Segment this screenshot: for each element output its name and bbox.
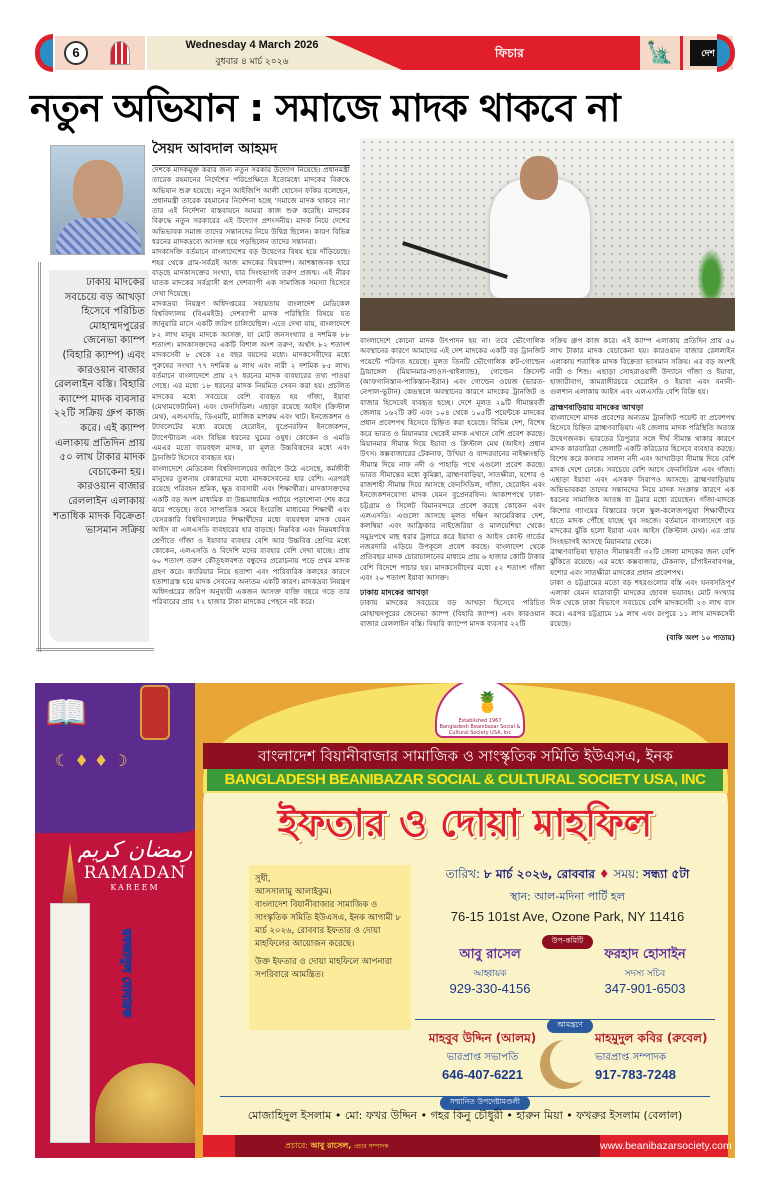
pineapple-icon: 🍍 xyxy=(475,690,500,714)
website-link[interactable]: www.beanibazarsociety.com xyxy=(600,1135,728,1157)
ad-footer: প্রচারে: আবু রাসেল, প্রচার সম্পাদক xyxy=(235,1135,728,1157)
subcommittee-member: আবু রাসেল আহ্বায়ক 929-330-4156 xyxy=(449,947,531,996)
quran-icon: 📖 xyxy=(45,693,88,733)
headline: নতুন অভিযান : সমাজে মাদক থাকবে না xyxy=(30,86,620,130)
date-english: Wednesday 4 March 2026 xyxy=(185,39,319,51)
org-name-english: BANGLADESH BEANIBAZAR SOCIAL & CULTURAL SOCIETY USA, INC xyxy=(207,769,723,791)
society-seal: 🍍 Established 1967 Bangladesh Beanibazar Social & Cultural Society USA, Inc xyxy=(435,683,525,738)
event-venue: আল-মদিনা পার্টি হল xyxy=(534,890,625,903)
ramadan-title: RAMADAN xyxy=(83,863,187,883)
paragraph: দেশকে মাদকমুক্ত করার জন্য নতুন সরকার উদ্যোগ নিয়েছে। প্রধানমন্ত্রী তারেক রহমানের নির্দেশের পরিপ্রেক্ষিতে ইতোমধ্যে মাদকের বিরুদ্ধে অভিযান শুরু হয়েছে। নতুন আইজিপি আলী হোসেন ফকির বলেছেন, প্রধানমন্ত্রী তারেক রহমানের নির্দেশনা হচ্ছে 'সমাজে মাদক থাকবে না।' তার এই নির্দেশনা বাস্তবায়নে আমরা কাজ শুরু করেছি। মাদকের বিরুদ্ধে নতুন সরকারের এই উদ্যোগ প্রশংসনীয়। মাদক নিয়ে দেশের অভিভাবক সমাজ তাদের সন্তানদের নিয়ে উদ্বিগ্ন ছিলেন। কারণ বিভিন্ন ধরনের মাদকদ্রব্যে আসক্ত হয়ে পড়ছিলেন তাদের সন্তানরা। xyxy=(152,165,350,247)
pull-quote xyxy=(38,262,148,652)
paragraph: ঢাকা ও চট্টগ্রামের মতো বড় শহরগুলোর বস্তি এবং ঘনবসতিপূর্ণ এলাকা যেমন যাত্রাবাড়ী মাদকের ছোবল ভয়াবহ। মোট সংখ্যার দিক থেকে ঢাকা বিভাগে সবচেয়ে বেশি মাদকসেবী ২৩ লাখ বাস করে। এরপর চট্টগ্রামে ১৯ লাখ এবং রংপুরে ১১ লাখ মাদকসেবী রয়েছে। xyxy=(550,577,735,629)
ramadan-subtitle: KAREEM xyxy=(110,883,160,892)
event-date: ৮ মার্চ ২০২৬, রোববার xyxy=(483,867,596,881)
byline: সৈয়দ আবদাল আহমদ xyxy=(152,137,350,166)
continued-note: (বাকি অংশ ১০ পাতায়) xyxy=(666,633,735,643)
host: মাহবুব উদ্দিন (আলম) ভারপ্রাপ্ত সভাপতি 646-407-6221 xyxy=(428,1031,537,1082)
hanging-lamps-icon: ☾ ♦ ♦ ☽ xyxy=(55,751,128,770)
page-number-block xyxy=(55,36,145,70)
ramadan-calligraphy: رمضان كريم xyxy=(77,838,193,863)
newspaper-logo-icon xyxy=(110,41,130,65)
pull-quote-text: ঢাকায় মাদকের সবচেয়ে বড় আখড়া হিসেবে পরিচিত মোহাম্মদপুরের জেনেভা ক্যাম্প (বিহারি ক্যাম্প) এবং কারওয়ান বাজার রেললাইন বস্তি। বিহারি ক্যাম্পে মাদক ব্যবসার ২২টি সক্রিয় গ্রুপ কাজ করে। এই ক্যাম্প এলাকায় প্রতিদিন প্রায় ৫০ লাখ টাকার মাদক বেচাকেনা হয়। কারওয়ান বাজার রেললাইন এলাকায় শতাধিক মাদক বিক্রেতা ভাসমান সক্রিয় xyxy=(49,270,149,642)
article-photo xyxy=(360,138,735,331)
paragraph: ঢাকায় মাদকের সবচেয়ে বড় আখড়া হিসেবে পরিচিত মোহাম্মদপুরের জেনেভা ক্যাম্প (বিহারি ক্যাম্প) এবং কারওয়ান বাজার রেললাইন বস্তি। বিহারি ক্যাম্পে মাদক ব্যবসার ২২টি xyxy=(360,598,545,629)
subheading-dhaka: ঢাকায় মাদকের আখড়া xyxy=(360,588,429,598)
paragraph: বাংলাদেশে মেডিকেল বিশ্ববিদ্যালয়ের জরিপে উঠে এসেছে, কর্মজীবী মানুষের তুলনায় বেকারদের মধ্যে মাদকসেবনের হার বেশি। এরপরই রয়েছে পরিবহন শ্রমিক, ক্ষুদ্র ব্যবসায়ী এবং শিক্ষার্থীরা। মাদকাসক্তদের একটি বড় অংশ মাধ্যমিক বা উচ্চমাধ্যমিক পর্যায়ে পড়াশোনা শেষ করে ঝরে পড়েছে। তবে সাম্প্রতিক সময়ে ইংরেজি মাধ্যমের শিক্ষার্থী এবং বেসরকারি বিশ্ববিদ্যালয়ের শিক্ষার্থীদের মধ্যে ব্যয়বহুল মাদক যেমন আইস বা এলএসডি ব্যবহারের হার বাড়ছে। নিম্নবিত্ত এবং নিম্নমধ্যবিত্ত শ্রেণীতে গাঁজা ও ইয়াবার ব্যবহার বেশি আর উচ্চবিত্ত শ্রেণির মধ্যে কোকেন, এলএসডি ও বিদেশি মদের ব্যবহার বেশি দেখা যাচ্ছে। প্রায় ৬০ শতাংশ তরুণ কৌতূহলবশত বন্ধুদের প্ররোচনায় পড়ে প্রথম মাদক গ্রহণ করে। ক্যারিয়ার নিয়ে হতাশা এবং পারিবারিক কলহের কারণে হতাশাগ্রস্ত হয়ে মাদক সেবনের অন্যতম একটি কারণ। মাদকদ্রব্য নিয়ন্ত্রণ অধিদপ্তরের জরিপ অনুযায়ী একজন আসক্ত ব্যক্তি বছরে গড়ে তার পরিবারের প্রায় ৭২ হাজার টাকা মাদকের পেছনে নষ্ট করে। xyxy=(152,463,350,607)
header-cap-left xyxy=(35,34,53,72)
crescent-moon-icon xyxy=(550,1038,595,1083)
paragraph: মাদকাসক্তি বর্তমানে বাংলাদেশের বড় উদ্বেগের বিষয় হয়ে দাঁড়িয়েছে। শহর থেকে গ্রাম-সর্বত্রই আজ মাদকের বিষবাষ্প। আশঙ্কাজনক হারে বাড়ছে মাদকাসক্তের সংখ্যা, যার সিংহভাগই তরুণ প্রজন্ম। এই নীরব ঘাতক মাদকের সর্বগ্রাসী রূপ দেশব্যাপী এক সামাজিক সমস্যা হিসেবে দেখা দিয়েছে। xyxy=(152,247,350,298)
article-column-2 xyxy=(360,336,545,651)
paragraph: সক্রিয় গ্রুপ কাজ করে। এই ক্যাম্প এলাকায় প্রতিদিন প্রায় ৫০ লাখ টাকার মাদক বেচাকেনা হয়। কারওয়ান বাজার রেললাইন এলাকায় শতাধিক মাদক বিক্রেতা ভাসমান সক্রিয়। এর বড় অংশই নারী ও শিশু। এছাড়া সোহরাওয়ার্দী উদ্যানে গাঁজা ও ইয়াবা, হাজারীবাগ, কামরাঙ্গীরচরে হেরোইন ও ইয়াবা এবং বনানী-গুলশান এলাকায় আইস এবং এলএসডি বেশি বিক্রি হয়। xyxy=(550,336,735,397)
statue-of-liberty-icon: 🗽 xyxy=(640,36,680,70)
date-bengali: বুধবার ৪ মার্চ ২০২৬ xyxy=(215,57,289,67)
author-photo xyxy=(50,145,145,255)
advisors-label: সম্মানিত উপদেষ্টামণ্ডলী xyxy=(440,1096,530,1110)
lantern-icon xyxy=(140,685,170,740)
paragraph: বাংলাদেশে কোনো মাদক উৎপাদন হয় না। তবে ভৌগোলিক অবস্থানের কারণে আমাদের এই দেশ মাদকের একটি বড় ট্রানজিট পয়েন্টে পরিণত হয়েছে। মূলত তিনটি ভৌগোলিক রুট-গোল্ডেন ট্রায়াঙ্গেল (মিয়ানমার-লাওস-থাইল্যান্ড), গোল্ডেন ক্রিসেন্ট (আফগানিস্তান-পাকিস্তান-ইরান) এবং গোল্ডেন ওয়েজ (ভারত-নেপাল-ভুটান) কেন্দ্রস্থলে অবস্থানের কারণে মাদকের ট্রানজিট ও বাজার হিসেবেই ব্যবহৃত হচ্ছে। দেশে মূলত ২৯টি সীমান্তবর্তী জেলায় ১৬২টি রুট এবং ১০৪ থেকে ১০৫টি পয়েন্টকে মাদকের প্রধান প্রবেশপথ হিসেবে চিহ্নিত করা হয়েছে। বিভিন্ন দেশ, বিশেষ করে ভারত ও মিয়ানমার থেকেই মাদক এখানে বেশি প্রবেশ করছে। মিয়ানমার সীমান্ত দিয়ে ইয়াবা ও ক্রিস্টাল মেথ (আইস) প্রধান উৎস। কক্সবাজারের টেকনাফ, উখিয়া ও বান্দরবানের নাইক্ষ্যংছড়ি সীমান্ত দিয়ে নাফ নদী ও পাহাড়ি পথে এগুলো প্রবেশ করছে। ভারত সীমান্তের মধ্যে কুমিল্লা, ব্রাহ্মণবাড়িয়া, সাতক্ষীরা, যশোর ও রাজশাহী সীমান্ত দিয়ে আসছে ফেনসিডিল, গাঁজা, হেরোইন এবং ইনজেকশনযোগ্য মাদক যেমন বুপ্রেনরফিন। আকাশপথে ঢাকা-চট্টগ্রাম ও সিলেট বিমানবন্দরে প্রবেশ করছে কোকেন এবং এলএসডি। এগুলো আসছে মূলত দক্ষিণ আমেরিকার দেশ, কলম্বিয়া এবং আফ্রিকার নাইজেরিয়া ও মালয়েশিয়া থেকে। সমুদ্রপথে মাছ ধরার ট্রলারে করে ইয়াবা ও আইস কোস্ট গার্ডের নজরদারি এড়িয়ে উপকূলে প্রবেশ করছে। বাংলাদেশ থেকে প্রতিবছর মাদক চোরাচালানের মাধ্যমে প্রায় ৬ হাজার কোটি টাকার বেশি বিদেশে পাচার হয়। মাদকসেবীদের মধ্যে ৫২ শতাংশ গাঁজা এবং ২০ শতাংশ ইয়াবা আসক্ত। xyxy=(360,336,545,582)
ramadan-bengali-vertical: রমজানুল মোবারক xyxy=(120,929,134,1017)
section-label: ফিচার xyxy=(495,46,524,60)
paragraph: মাদকদ্রব্য নিয়ন্ত্রণ অধিদপ্তরের সহায়তায় বাংলাদেশ মেডিকেল বিশ্ববিদ্যালয় (বিএমইউ) দেশব্যাপী মাদক পরিস্থিতি বিষয়ে যত জানুয়ারি মাসে একটি জরিপ চালিয়েছিল। এতে দেখা যায়, বাংলাদেশে ৮২ লাখ মানুষ মাদকে আসক্ত, যা মোট জনসংখ্যার ৪ দশমিক ৮৮ শতাংশ। মাদকাসক্তদের একটি বিশাল অংশ তরুণ, অর্থাৎ ৮২ শতাংশ মাদকসেবী ৮ থেকে ২৫ বছর বয়সের মধ্যে। মাদকসেবীদের মধ্যে পুরুষের সংখ্যা ৭৭ দশমিক ৬ লাখ এবং নারী ২ দশমিক ৮৫ লাখ। বর্তমানে বাংলাদেশে প্রায় ২৭ ধরনের মাদক ব্যবহারের তথ্য পাওয়া গেছে। এর মধ্যে ১৮ ধরনের মাদক নিয়মিত সেবন করা হয়। প্রচলিত মাদকের মধ্যে সবচেয়ে বেশি ব্যবহৃত হয় গাঁজা, ইয়াবা (মেথামফেটামিন) এবং ফেনসিডিল। এছাড়া রয়েছে আইস (ক্রিস্টাল মেথ), এলএসডি, ডিএমটি, ম্যাজিক মাশরুম এবং খাট। ইনজেকশন ও ট্যাবলেটের মধ্যে রয়েছে হেরোইন, বুপ্রেনরফিন ইনজেকশন, ট্যাপেন্টাডল এবং বিভিন্ন ধরনের ঘুমের ওষুধ। কোকেন ও এমডি এমএর মতো ব্যয়বহুল মাদক, যা মূলত উচ্চবিত্তদের মধ্যে এবং ট্রানজিট হিসেবে ব্যবহৃত হয়। xyxy=(152,298,350,463)
advisors-list: মোজাহিদুল ইসলাম • মো: ফখর উদ্দিন • গহর কিনু চৌধুরী • হারুন মিয়া • ফখরুর ইসলাম (বেলাল) xyxy=(247,1109,683,1122)
event-info: তারিখ: ৮ মার্চ ২০২৬, রোববার ♦ সময়: সন্ধ্যা ৫টা স্থান: আল-মদিনা পার্টি হল 76-15 101st Ave, Ozone Park, NY 11416 উপ-কমিটি xyxy=(415,866,720,949)
minaret-illustration xyxy=(45,843,95,1143)
invitation-letter: সুধী, আসসালামু আলাইকুম। বাংলাদেশ বিয়ানীবাজার সামাজিক ও সাংস্কৃতিক সমিতি ইউএসএ, ইনক আগামী ৮ মার্চ ২০২৬, রোববার ইফতার ও দোয়া মাহফিলের আয়োজন করেছে। উক্ত ইফতার ও দোয়া মাহফিলে আপনারা সপরিবারে আমন্ত্রিত। xyxy=(249,865,411,1030)
article-column-1 xyxy=(152,165,350,653)
org-name-bengali: বাংলাদেশ বিয়ানীবাজার সামাজিক ও সাংস্কৃতিক সমিতি ইউএসএ, ইনক xyxy=(203,743,728,769)
page-number: 6 xyxy=(64,41,88,65)
subheading-brahmanbaria: ব্রাহ্মণবাড়িয়ায় মাদকের আখড়া xyxy=(550,402,644,412)
mosque-dome-illustration xyxy=(95,1063,205,1143)
event-time: সন্ধ্যা ৫টা xyxy=(642,867,690,881)
brand-logo: দেশ xyxy=(683,36,733,70)
event-address: 76-15 101st Ave, Ozone Park, NY 11416 xyxy=(450,909,685,924)
page-header xyxy=(35,34,735,72)
article-column-3 xyxy=(550,336,735,651)
host: মাহমুদুল কবির (রুবেল) ভারপ্রাপ্ত সম্পাদক 917-783-7248 xyxy=(595,1031,708,1082)
invite-label: আমন্ত্রণে xyxy=(547,1019,593,1033)
iftar-advertisement xyxy=(35,683,735,1158)
event-title: ইফতার ও দোয়া মাহফিল xyxy=(277,801,653,845)
subcommittee-member: ফরহাদ হোসাইন সদস্য সচিব 347-901-6503 xyxy=(604,947,686,996)
subcommittee-label: উপ-কমিটি xyxy=(542,935,593,949)
paragraph: বাংলাদেশে মাদক প্রবেশের অন্যতম ট্রানজিট পয়েন্ট বা প্রবেশপথ হিসেবে চিহ্নিত ব্রাহ্মণবাড়িয়া। এই জেলায় মাদক পরিস্থিতি অত্যন্ত উদ্বেগজনক। ভারতের ত্রিপুরার সঙ্গে দীর্ঘ সীমান্ত থাকার কারণে মাদক কারবারিরা জেলাটি একটি করিডোর হিসেবে ব্যবহার করছে। বিশেষ করে কসবার সালদা নদী এবং আখাউড়া সীমান্ত দিয়ে বেশি মাদক দেশে ঢোকে। সবচেয়ে বেশি আসে ফেনসিডিল এবং গাঁজা। এছাড়া ইয়াবা এবং এসকফ সিরাপও আসছে। ব্রাহ্মণবাড়িয়ায় অভিভাবকরা তাদের সন্তানদের নিয়ে মাদক সংক্রান্ত কারণে এক ধরনের সামাজিক আতঙ্ক বা ট্রমার মধ্যে রয়েছেন। গাঁজা-মাদকে কিশোর গ্যাংয়ের বিস্তারের ফলে স্কুল-কলেজপড়ুয়া শিক্ষার্থীদের হাতে মাদক পৌঁছে যাচ্ছে খুব সহজে। বর্তমানে বাংলাদেশে বড় মাদকের ঝুঁকি হলো ইয়াবা এবং আইস (ক্রিস্টাল মেথ)। এর প্রায় সিংহভাগই আসছে মিয়ানমার থেকে। xyxy=(550,413,735,546)
paragraph: ব্রাহ্মণবাড়িয়া ছাড়াও সীমান্তবর্তী ৩২টি জেলা মাদকের জন্য বেশি ঝুঁকিতে রয়েছে। এর মধ্যে কক্সবাজার, টেকনাফ, চাঁপাইনবাবগঞ্জ, যশোর এবং সাতক্ষীরা মাদকের প্রধান প্রবেশপথ। xyxy=(550,546,735,577)
